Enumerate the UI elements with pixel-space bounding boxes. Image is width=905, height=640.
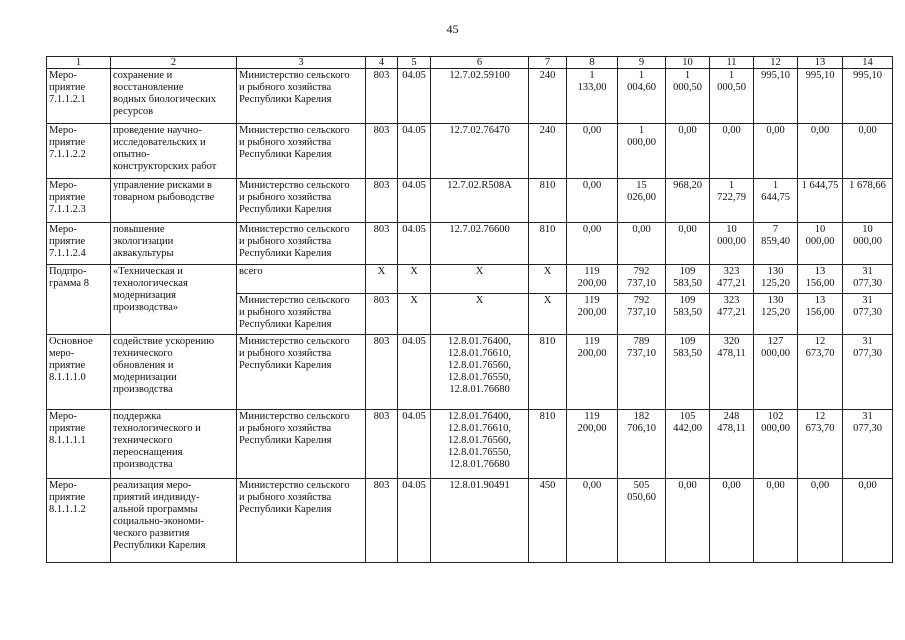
cell-expense-type: 810 <box>529 223 567 265</box>
cell-amount: 792 737,10 <box>618 265 666 294</box>
cell-target-article: 12.8.01.76400, 12.8.01.76610, 12.8.01.76560, 12.8.01.76550, 12.8.01.76680 <box>431 410 529 479</box>
cell-expense-type: 240 <box>529 69 567 124</box>
cell-amount: 248 478,11 <box>710 410 754 479</box>
cell-target-article: 12.7.02.59100 <box>431 69 529 124</box>
cell-amount: 968,20 <box>666 179 710 223</box>
column-header: 8 <box>567 57 618 69</box>
cell-amount: 31 077,30 <box>843 294 893 335</box>
cell-amount: 130 125,20 <box>754 265 798 294</box>
cell-event-code: Меро- приятие 8.1.1.1.2 <box>47 479 111 563</box>
cell-section: 04.05 <box>398 479 431 563</box>
cell-ministry: Министерство сельского и рыбного хозяйства Республики Карелия <box>237 294 366 335</box>
cell-amount: 109 583,50 <box>666 335 710 410</box>
cell-amount: 1 644,75 <box>798 179 843 223</box>
cell-amount: 15 026,00 <box>618 179 666 223</box>
column-header: 11 <box>710 57 754 69</box>
table-row <box>47 223 893 265</box>
cell-target-article: 12.7.02.76600 <box>431 223 529 265</box>
cell-section: 04.05 <box>398 124 431 179</box>
cell-description: содействие ускорению технического обновления и модернизации производства <box>111 335 237 410</box>
cell-amount: 12 673,70 <box>798 335 843 410</box>
cell-amount: 995,10 <box>843 69 893 124</box>
column-header: 5 <box>398 57 431 69</box>
column-header: 3 <box>237 57 366 69</box>
cell-section: 04.05 <box>398 223 431 265</box>
cell-amount: 0,00 <box>567 479 618 563</box>
cell-expense-type: X <box>529 265 567 294</box>
cell-amount: 182 706,10 <box>618 410 666 479</box>
column-header: 6 <box>431 57 529 69</box>
cell-amount: 119 200,00 <box>567 410 618 479</box>
cell-target-article: 12.8.01.76400, 12.8.01.76610, 12.8.01.76560, 12.8.01.76550, 12.8.01.76680 <box>431 335 529 410</box>
cell-amount: 31 077,30 <box>843 265 893 294</box>
cell-expense-type: 240 <box>529 124 567 179</box>
page-number: 45 <box>446 22 459 36</box>
budget-table <box>46 56 893 563</box>
cell-amount: 1 644,75 <box>754 179 798 223</box>
cell-amount: 31 077,30 <box>843 410 893 479</box>
cell-amount: 1 722,79 <box>710 179 754 223</box>
cell-ministry: Министерство сельского и рыбного хозяйства Республики Карелия <box>237 479 366 563</box>
cell-amount: 0,00 <box>567 179 618 223</box>
cell-grbs: 803 <box>366 179 398 223</box>
cell-description: проведение научно- исследовательских и опытно- конструкторских работ <box>111 124 237 179</box>
cell-amount: 1 000,50 <box>666 69 710 124</box>
cell-grbs: 803 <box>366 223 398 265</box>
cell-description: поддержка технологического и технического переоснащения производства <box>111 410 237 479</box>
cell-amount: 0,00 <box>798 124 843 179</box>
cell-amount: 109 583,50 <box>666 294 710 335</box>
cell-amount: 0,00 <box>666 124 710 179</box>
cell-grbs: 803 <box>366 124 398 179</box>
header-row <box>47 57 893 69</box>
cell-amount: 792 737,10 <box>618 294 666 335</box>
cell-amount: 0,00 <box>666 223 710 265</box>
cell-grbs: 803 <box>366 335 398 410</box>
cell-amount: 13 156,00 <box>798 265 843 294</box>
cell-amount: 12 673,70 <box>798 410 843 479</box>
cell-ministry: Министерство сельского и рыбного хозяйства Республики Карелия <box>237 335 366 410</box>
column-header: 7 <box>529 57 567 69</box>
cell-amount: 0,00 <box>843 124 893 179</box>
cell-section: X <box>398 265 431 294</box>
cell-grbs: X <box>366 265 398 294</box>
cell-amount: 1 133,00 <box>567 69 618 124</box>
cell-ministry: Министерство сельского и рыбного хозяйства Республики Карелия <box>237 69 366 124</box>
table-row <box>47 479 893 563</box>
table-row <box>47 69 893 124</box>
table-row <box>47 410 893 479</box>
cell-amount: 127 000,00 <box>754 335 798 410</box>
cell-target-article: 12.7.02.R508A <box>431 179 529 223</box>
cell-description: «Техническая и технологическая модернизация производства» <box>111 265 237 335</box>
cell-target-article: X <box>431 265 529 294</box>
cell-event-code: Меро- приятие 7.1.1.2.1 <box>47 69 111 124</box>
cell-section: 04.05 <box>398 410 431 479</box>
cell-amount: 10 000,00 <box>798 223 843 265</box>
cell-amount: 119 200,00 <box>567 335 618 410</box>
cell-amount: 995,10 <box>798 69 843 124</box>
cell-event-code: Меро- приятие 7.1.1.2.2 <box>47 124 111 179</box>
cell-amount: 1 000,50 <box>710 69 754 124</box>
cell-grbs: 803 <box>366 294 398 335</box>
cell-amount: 119 200,00 <box>567 294 618 335</box>
table-row <box>47 265 893 294</box>
column-header: 10 <box>666 57 710 69</box>
cell-amount: 105 442,00 <box>666 410 710 479</box>
column-header: 1 <box>47 57 111 69</box>
column-header: 4 <box>366 57 398 69</box>
cell-amount: 0,00 <box>710 479 754 563</box>
cell-amount: 10 000,00 <box>710 223 754 265</box>
cell-description: сохранение и восстановление водных биологических ресурсов <box>111 69 237 124</box>
cell-amount: 0,00 <box>567 124 618 179</box>
cell-amount: 130 125,20 <box>754 294 798 335</box>
cell-section: 04.05 <box>398 179 431 223</box>
column-header: 2 <box>111 57 237 69</box>
cell-amount: 0,00 <box>754 479 798 563</box>
cell-amount: 13 156,00 <box>798 294 843 335</box>
cell-description: управление рисками в товарном рыбоводстве <box>111 179 237 223</box>
cell-description: повышение экологизации аквакультуры <box>111 223 237 265</box>
cell-amount: 0,00 <box>798 479 843 563</box>
cell-grbs: 803 <box>366 479 398 563</box>
cell-target-article: X <box>431 294 529 335</box>
cell-amount: 0,00 <box>754 124 798 179</box>
cell-amount: 10 000,00 <box>843 223 893 265</box>
cell-target-article: 12.8.01.90491 <box>431 479 529 563</box>
column-header: 9 <box>618 57 666 69</box>
cell-amount: 0,00 <box>666 479 710 563</box>
cell-ministry: Министерство сельского и рыбного хозяйства Республики Карелия <box>237 179 366 223</box>
cell-ministry: Министерство сельского и рыбного хозяйства Республики Карелия <box>237 410 366 479</box>
table-row <box>47 179 893 223</box>
cell-event-code: Основное меро- приятие 8.1.1.1.0 <box>47 335 111 410</box>
cell-amount: 1 000,00 <box>618 124 666 179</box>
cell-grbs: 803 <box>366 410 398 479</box>
cell-section: 04.05 <box>398 335 431 410</box>
cell-amount: 1 004,60 <box>618 69 666 124</box>
column-header: 13 <box>798 57 843 69</box>
cell-expense-type: 450 <box>529 479 567 563</box>
cell-section: 04.05 <box>398 69 431 124</box>
column-header: 12 <box>754 57 798 69</box>
table-row <box>47 124 893 179</box>
cell-amount: 323 477,21 <box>710 265 754 294</box>
cell-expense-type: 810 <box>529 335 567 410</box>
cell-event-code: Меро- приятие 7.1.1.2.3 <box>47 179 111 223</box>
column-header: 14 <box>843 57 893 69</box>
cell-amount: 7 859,40 <box>754 223 798 265</box>
cell-amount: 102 000,00 <box>754 410 798 479</box>
cell-event-code: Меро- приятие 7.1.1.2.4 <box>47 223 111 265</box>
cell-amount: 31 077,30 <box>843 335 893 410</box>
cell-amount: 0,00 <box>618 223 666 265</box>
cell-amount: 0,00 <box>567 223 618 265</box>
cell-amount: 0,00 <box>710 124 754 179</box>
cell-amount: 995,10 <box>754 69 798 124</box>
table-row <box>47 335 893 410</box>
cell-expense-type: X <box>529 294 567 335</box>
cell-grbs: 803 <box>366 69 398 124</box>
cell-ministry: Министерство сельского и рыбного хозяйства Республики Карелия <box>237 223 366 265</box>
cell-event-code: Меро- приятие 8.1.1.1.1 <box>47 410 111 479</box>
cell-target-article: 12.7.02.76470 <box>431 124 529 179</box>
cell-amount: 119 200,00 <box>567 265 618 294</box>
cell-amount: 0,00 <box>843 479 893 563</box>
cell-amount: 505 050,60 <box>618 479 666 563</box>
cell-description: реализация меро- приятий индивиду- альной программы социально-экономи- ческого развития Республики Карелия <box>111 479 237 563</box>
cell-amount: 789 737,10 <box>618 335 666 410</box>
cell-ministry: всего <box>237 265 366 294</box>
cell-event-code: Подпро- грамма 8 <box>47 265 111 335</box>
cell-amount: 109 583,50 <box>666 265 710 294</box>
cell-amount: 320 478,11 <box>710 335 754 410</box>
cell-amount: 1 678,66 <box>843 179 893 223</box>
cell-ministry: Министерство сельского и рыбного хозяйства Республики Карелия <box>237 124 366 179</box>
cell-expense-type: 810 <box>529 179 567 223</box>
cell-expense-type: 810 <box>529 410 567 479</box>
cell-amount: 323 477,21 <box>710 294 754 335</box>
cell-section: X <box>398 294 431 335</box>
